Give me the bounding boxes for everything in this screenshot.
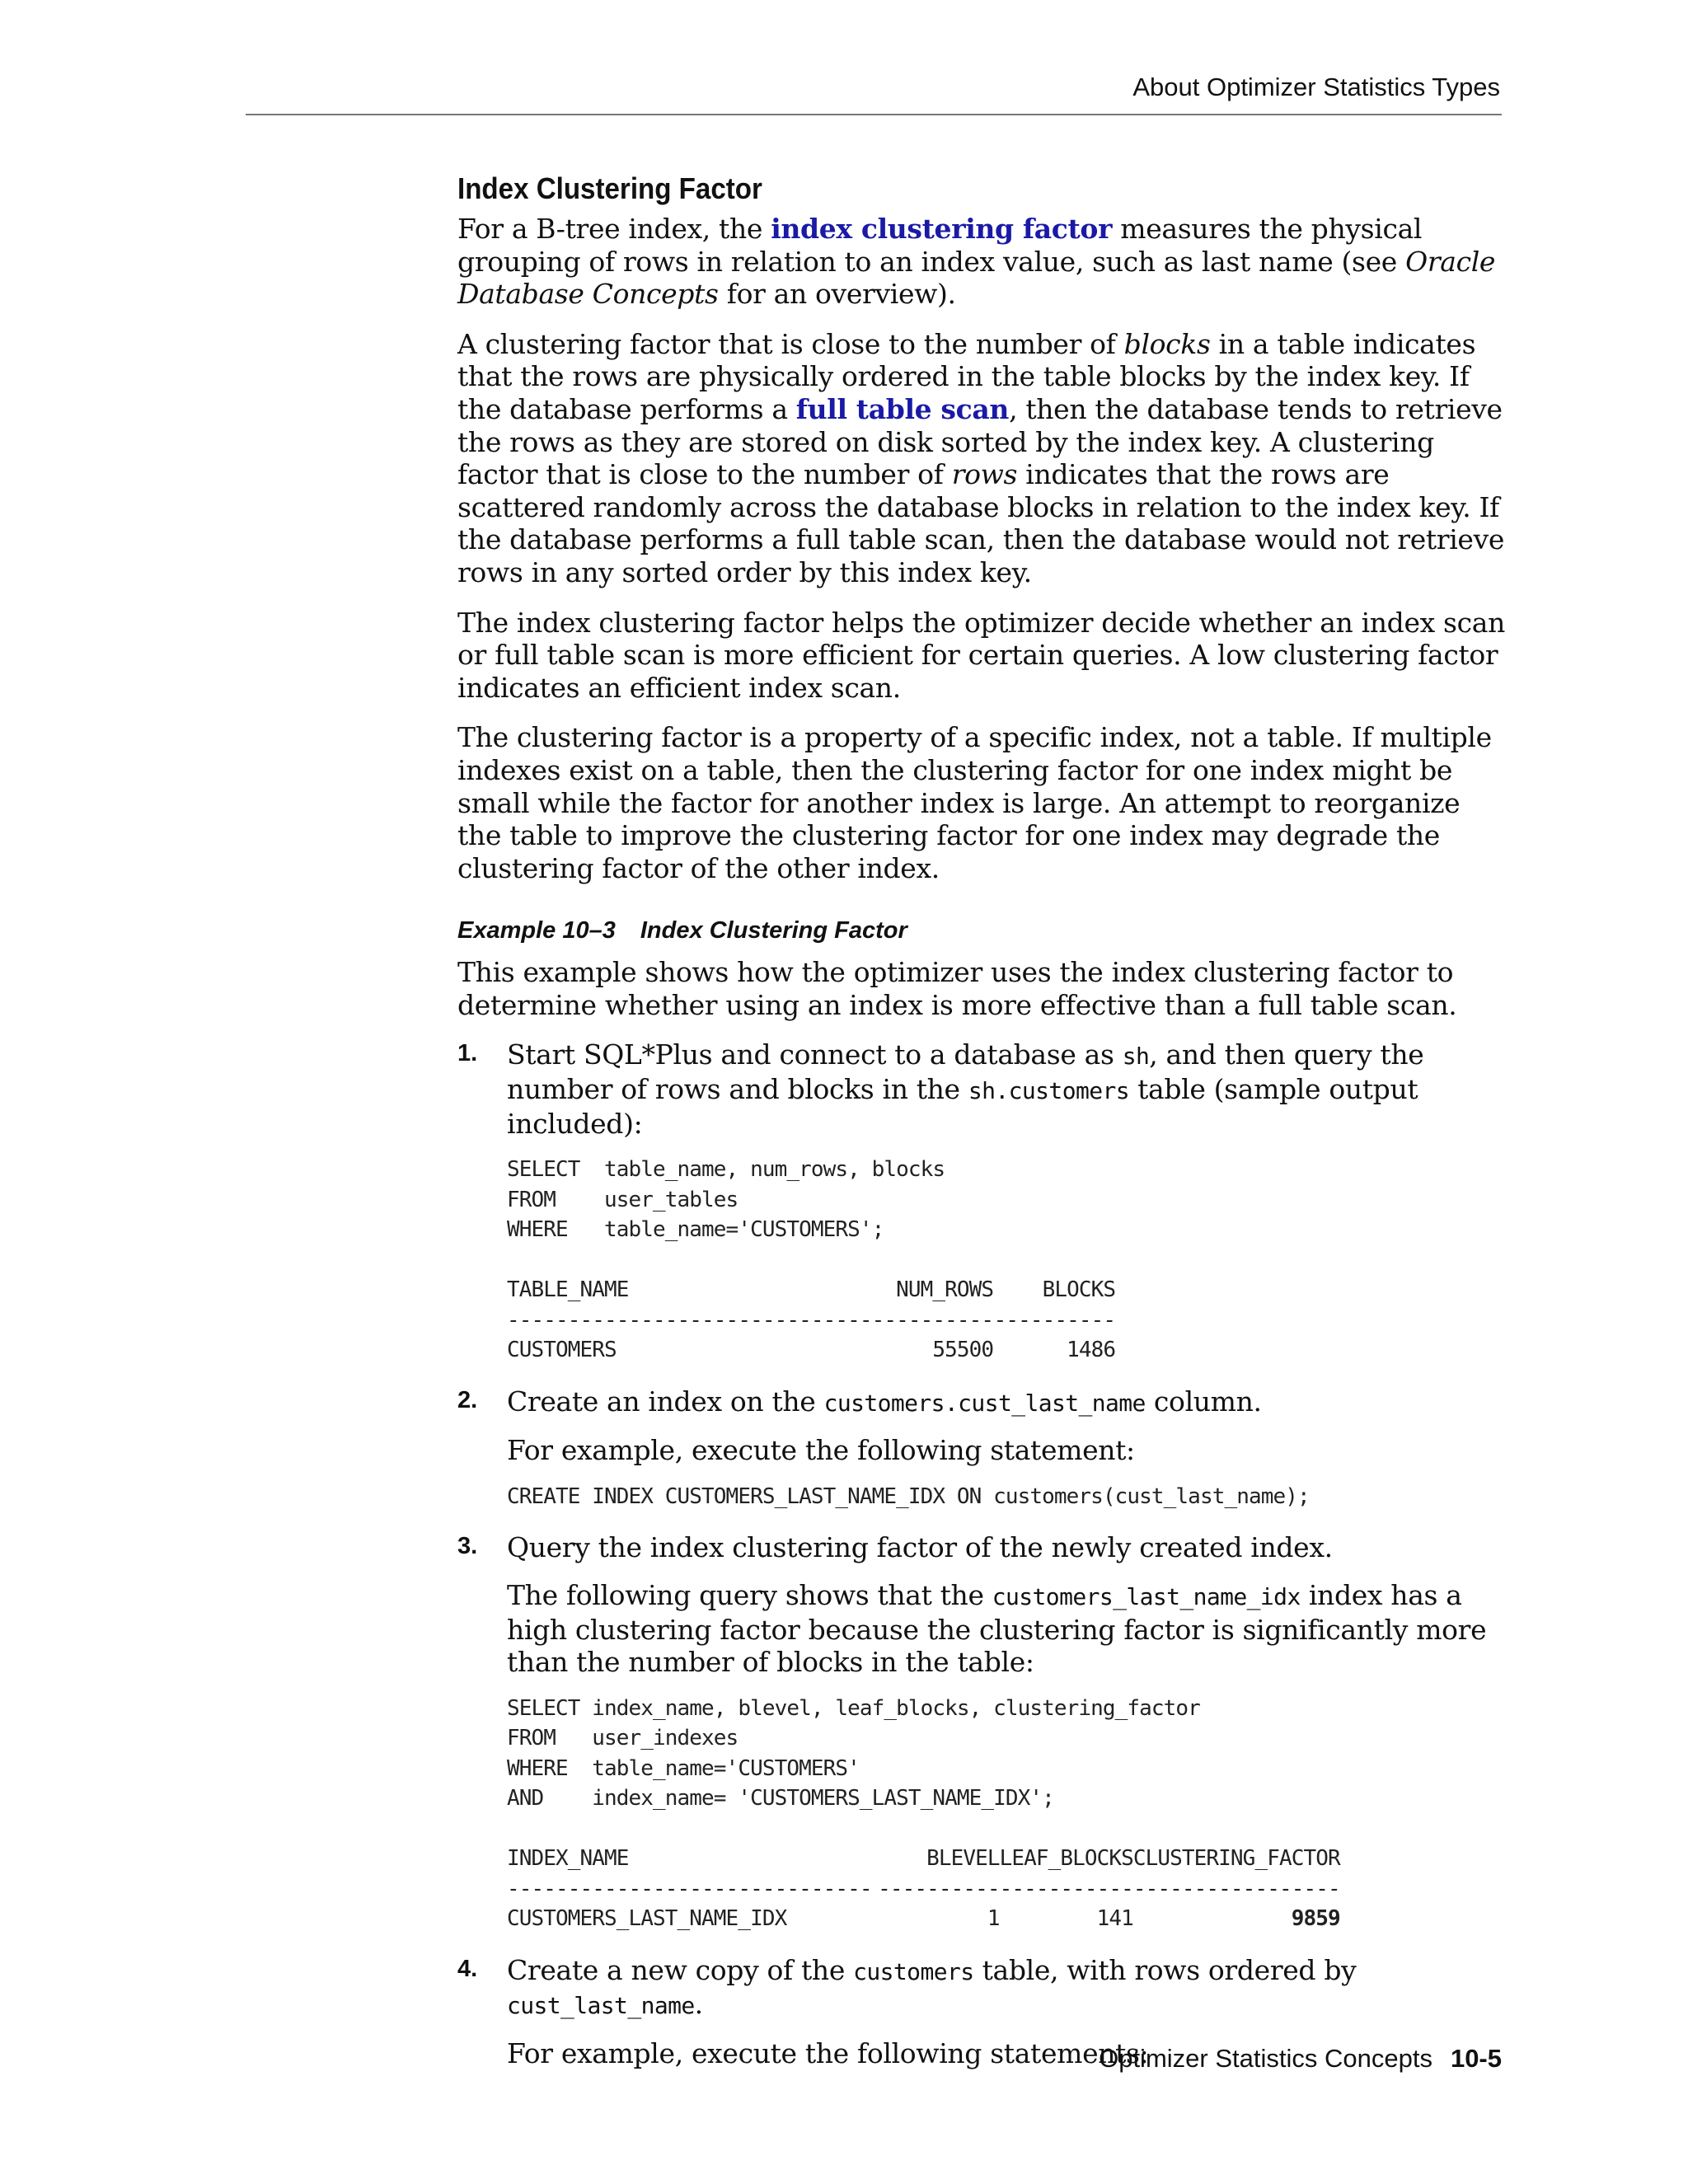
text-run: measures the physical grouping of rows in relation to an index value, such as last name (see	[457, 213, 1423, 278]
dash-separator: ----------	[878, 1876, 1000, 1901]
table-cell: CUSTOMERS_LAST_NAME_IDX	[507, 1906, 787, 1932]
step-3	[457, 1531, 1506, 1933]
emphasis: blocks	[1123, 327, 1211, 360]
paragraph-2	[457, 328, 1506, 589]
query-result-table	[507, 1275, 1115, 1366]
text-run: Create a new copy of the	[507, 1953, 854, 1986]
text-run: table, with rows ordered by	[973, 1953, 1357, 1986]
dash-separator: -----------------	[1132, 1876, 1340, 1901]
inline-code: sh.customers	[968, 1077, 1129, 1105]
text-run: Start SQL*Plus and connect to a database as	[507, 1038, 1123, 1071]
table-row	[507, 1904, 1340, 1934]
sql-code-block	[507, 1694, 1506, 1934]
table-cell: CUSTOMERS	[507, 1338, 617, 1363]
inline-code: customers	[853, 1957, 974, 1985]
column-header: TABLE_NAME	[507, 1277, 629, 1303]
code-line: FROM user_tables	[507, 1187, 738, 1212]
code-line: AND index_name= 'CUSTOMERS_LAST_NAME_IDX';	[507, 1786, 1054, 1811]
inline-code: customers_last_name_idx	[992, 1583, 1301, 1611]
example-title-text: Index Clustering Factor	[640, 917, 907, 944]
running-header: About Optimizer Statistics Types	[1132, 73, 1500, 101]
column-header: BLOCKS	[1042, 1277, 1116, 1303]
step-subtext: For example, execute the following statement:	[507, 1434, 1135, 1467]
text-run: indicates that the rows are scattered randomly across the database blocks in relation to the index key. If the database performs a full table scan, then the database would not retrieve rows in any sorted order by this index key.	[457, 458, 1505, 588]
column-header: NUM_ROWS	[896, 1277, 994, 1303]
column-header: LEAF_BLOCKS	[999, 1846, 1133, 1872]
text-run: The following query shows that the	[507, 1579, 992, 1612]
step-2	[457, 1385, 1506, 1512]
index-clustering-factor-link[interactable]: index clustering factor	[771, 213, 1113, 245]
step-number: 2.	[457, 1386, 478, 1413]
page-number: 10-5	[1450, 2044, 1502, 2073]
step-1	[457, 1038, 1506, 1365]
step-number: 3.	[457, 1533, 478, 1560]
header-rule	[246, 114, 1502, 115]
inline-code: customers.cust_last_name	[823, 1389, 1146, 1417]
step-number: 1.	[457, 1040, 478, 1067]
dash-separator: ----------	[993, 1307, 1116, 1333]
sql-code-block	[507, 1482, 1506, 1512]
text-run: column.	[1145, 1385, 1262, 1418]
step-subtext	[507, 1579, 1506, 1679]
code-line: SELECT index_name, blevel, leaf_blocks, clustering_factor	[507, 1695, 1200, 1721]
book-title: Oracle Database Concepts	[457, 245, 1496, 311]
table-header-row	[507, 1844, 1340, 1874]
text-run: A clustering factor that is close to the number of	[457, 327, 1124, 360]
column-header: INDEX_NAME	[507, 1846, 629, 1872]
text-run: table (sample output included):	[507, 1073, 1418, 1140]
code-line: WHERE table_name='CUSTOMERS';	[507, 1217, 884, 1243]
column-header: BLEVEL	[926, 1846, 1000, 1872]
query-result-table	[507, 1844, 1340, 1934]
code-line: CREATE INDEX CUSTOMERS_LAST_NAME_IDX ON customers(cust_last_name);	[507, 1483, 1310, 1509]
table-dash-row	[507, 1874, 1340, 1905]
table-cell: 141	[1096, 1906, 1133, 1932]
column-header: CLUSTERING_FACTOR	[1132, 1846, 1340, 1872]
page-footer	[246, 2044, 1502, 2074]
dash-separator: -----------	[999, 1876, 1133, 1901]
table-cell: 55500	[932, 1338, 994, 1363]
paragraph-3: The index clustering factor helps the optimizer decide whether an index scan or full table scan is more efficient for certain queries. A low clustering factor indicates an efficient index scan.	[457, 606, 1505, 704]
step-text	[507, 1954, 1506, 2022]
dash-separator: ------------------------------	[507, 1876, 872, 1901]
dash-separator: ----------	[871, 1307, 994, 1333]
main-content	[457, 171, 1506, 2087]
text-run: .	[694, 1988, 703, 2021]
paragraph-1	[457, 213, 1506, 311]
inline-code: cust_last_name	[507, 1992, 695, 2020]
example-intro: This example shows how the optimizer uses the index clustering factor to determine whether using an index is more effective than a full table scan.	[457, 956, 1457, 1021]
code-line: FROM user_indexes	[507, 1726, 738, 1751]
sql-code-block	[507, 1155, 1506, 1366]
table-dash-row	[507, 1305, 1115, 1336]
table-row	[507, 1335, 1115, 1366]
code-blank-line	[507, 1814, 1506, 1844]
example-title	[457, 917, 1506, 944]
section-title: Index Clustering Factor	[457, 171, 762, 205]
paragraph-4: The clustering factor is a property of a specific index, not a table. If multiple indexes exist on a table, then the clustering factor for one index might be small while the factor for another index is large. An attempt to reorganize the table to improve the clustering factor for one index may degrade the clustering factor of the other index.	[457, 721, 1492, 884]
step-text: Query the index clustering factor of the newly created index.	[507, 1531, 1333, 1564]
inline-code: sh	[1122, 1043, 1150, 1071]
step-subtext: For example, execute the following statements:	[507, 2037, 1149, 2069]
code-blank-line	[507, 1245, 1506, 1276]
text-run: , and then query the number of rows and blocks in the	[507, 1038, 1424, 1106]
code-line: SELECT table_name, num_rows, blocks	[507, 1157, 945, 1183]
table-header-row	[507, 1275, 1115, 1305]
example-number: Example 10–3	[457, 917, 616, 944]
text-run: Create an index on the	[507, 1385, 824, 1418]
step-text	[507, 1038, 1506, 1140]
chapter-title: Optimizer Statistics Concepts	[1099, 2044, 1432, 2073]
text-run: index has a high clustering factor because the clustering factor is significantly more than the number of blocks in the table:	[507, 1579, 1487, 1679]
text-run: For a B-tree index, the	[457, 213, 771, 245]
table-cell: 1	[987, 1906, 1000, 1932]
clustering-factor-value: 9859	[1291, 1906, 1340, 1932]
text-run: for an overview).	[718, 278, 956, 311]
text-run: , then the database tends to retrieve the rows as they are stored on disk sorted by the index key. A clustering factor that is close to the number of	[457, 392, 1503, 491]
table-cell: 1486	[1067, 1338, 1116, 1363]
text-run: in a table indicates that the rows are physically ordered in the table blocks by the index key. If the database performs a	[457, 327, 1476, 425]
code-line: WHERE table_name='CUSTOMERS'	[507, 1755, 860, 1781]
dash-separator: ------------------------------	[507, 1307, 872, 1333]
emphasis: rows	[951, 458, 1018, 491]
full-table-scan-link[interactable]: full table scan	[795, 392, 1010, 425]
step-text	[507, 1385, 1506, 1420]
step-number: 4.	[457, 1955, 478, 1982]
